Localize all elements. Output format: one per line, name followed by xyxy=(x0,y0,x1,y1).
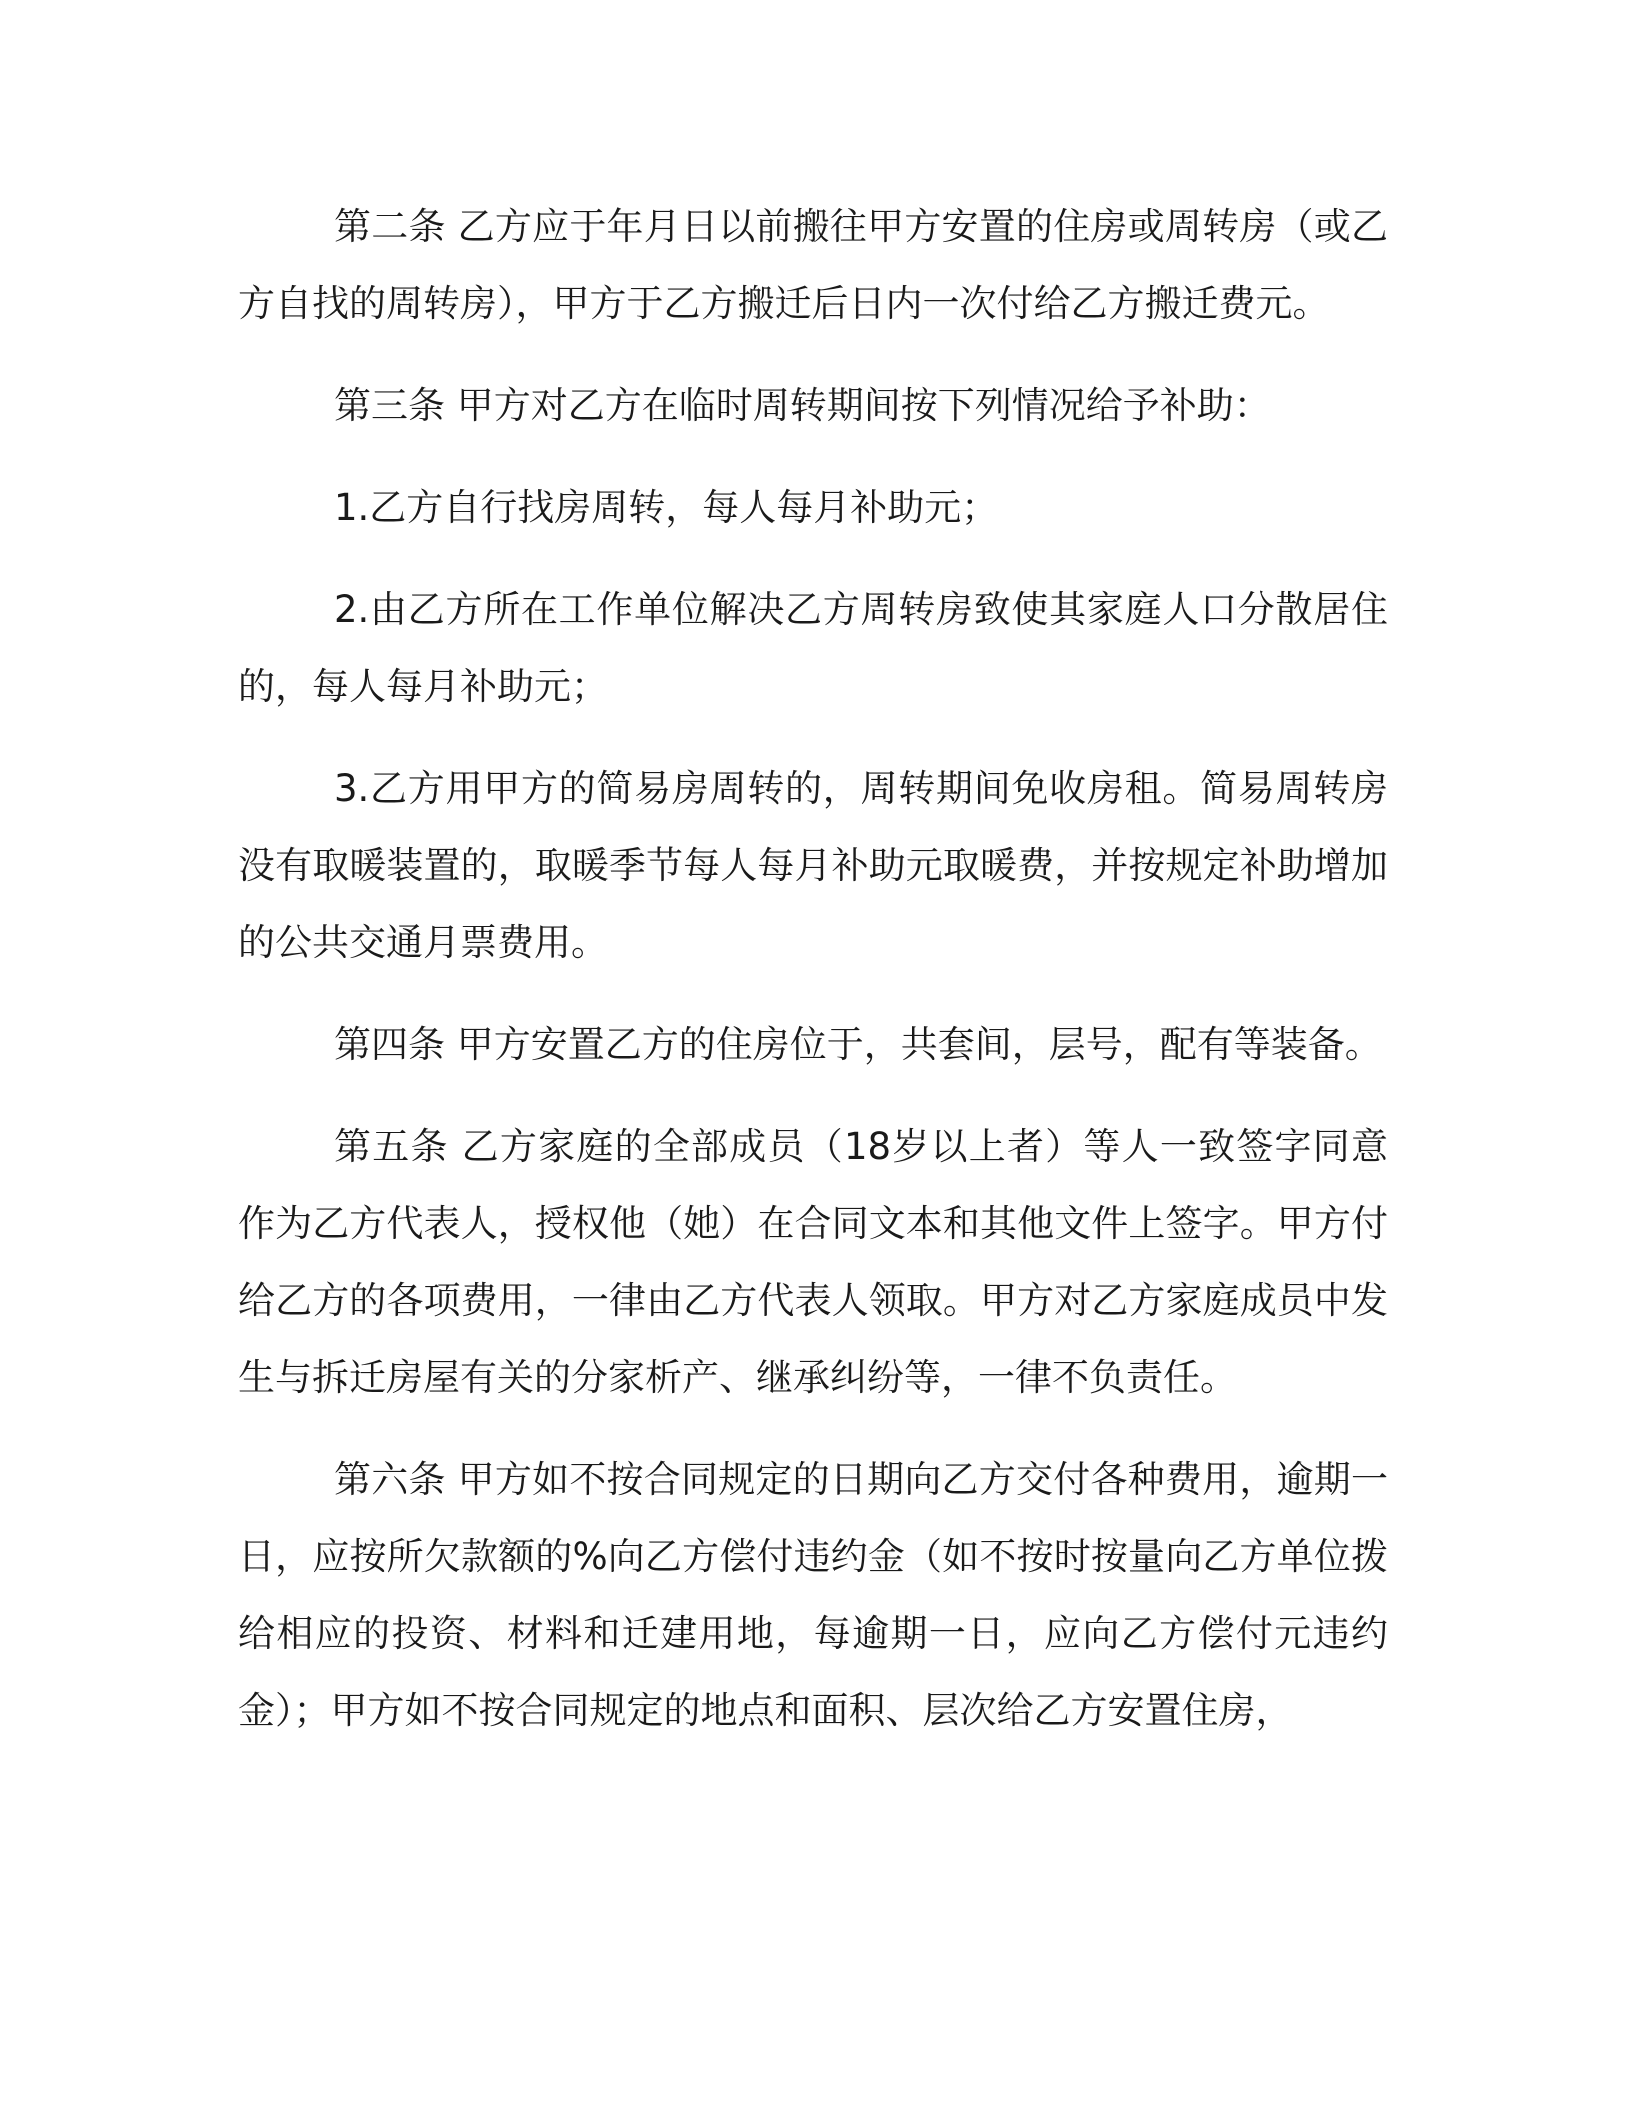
subsidy-item-2: 2.由乙方所在工作单位解决乙方周转房致使其家庭人口分散居住的，每人每月补助元； xyxy=(238,588,1388,708)
subsidy-item-3: 3.乙方用甲方的简易房周转的，周转期间免收房租。简易周转房没有取暖装置的，取暖季节每人每月补助元取暖费，并按规定补助增加的公共交通月票费用。 xyxy=(238,767,1388,964)
article-5-paragraph: 第五条 乙方家庭的全部成员（18岁以上者）等人一致签字同意作为乙方代表人，授权他（她）在合同文本和其他文件上签字。甲方付给乙方的各项费用，一律由乙方代表人领取。甲方对乙方家庭成员中发生与拆迁房屋有关的分家析产、继承纠纷等，一律不负责任。 xyxy=(238,1125,1388,1399)
subsidy-item-1: 1.乙方自行找房周转，每人每月补助元； xyxy=(334,486,999,529)
article-2-paragraph: 第二条 乙方应于年月日以前搬往甲方安置的住房或周转房（或乙方自找的周转房），甲方于乙方搬迁后日内一次付给乙方搬迁费元。 xyxy=(238,205,1388,325)
article-4-paragraph: 第四条 甲方安置乙方的住房位于，共套间，层号，配有等装备。 xyxy=(334,1023,1382,1066)
document-body xyxy=(238,188,1388,1774)
article-6-paragraph: 第六条 甲方如不按合同规定的日期向乙方交付各种费用，逾期一日，应按所欠款额的%向乙方偿付违约金（如不按时按量向乙方单位拨给相应的投资、材料和迁建用地，每逾期一日，应向乙方偿付元违约金）；甲方如不按合同规定的地点和面积、层次给乙方安置住房， xyxy=(238,1458,1388,1732)
article-3-paragraph: 第三条 甲方对乙方在临时周转期间按下列情况给予补助： xyxy=(334,384,1271,427)
